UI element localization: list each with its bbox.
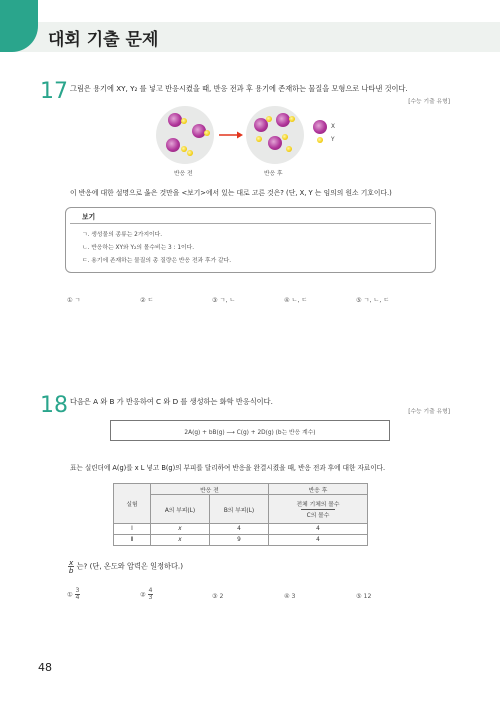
q18-choice-3[interactable] xyxy=(212,593,223,600)
y-atom xyxy=(187,150,193,156)
q18-choice-4-mark: ④ xyxy=(284,593,290,600)
q17-choice-4[interactable]: ④ ㄴ, ㄷ xyxy=(284,297,308,304)
bogi-item-1: ㄱ. 생성물의 종류는 2가지이다. xyxy=(82,232,163,238)
th-experiment: 실험 xyxy=(114,484,151,524)
q18-choice-2-mark: ② xyxy=(140,591,146,599)
equation-box xyxy=(110,420,390,441)
question-18-prompt: 표는 실린더에 A(g)를 x L 넣고 B(g)의 부피를 달리하여 반응을 완결시켰을 때, 반응 전과 후에 대한 자료이다. xyxy=(70,464,386,472)
th-mole-ratio-bottom: C의 몰수 xyxy=(301,509,336,519)
ask-fraction-numerator: x xyxy=(69,558,74,567)
y-atom xyxy=(266,116,272,122)
bogi-title: 보기 xyxy=(82,213,96,221)
y-atom xyxy=(282,134,288,140)
question-18-number: 18 xyxy=(40,393,68,418)
q18-choice-2-den: 3 xyxy=(148,594,153,602)
q17-choice-1[interactable]: ① ㄱ xyxy=(67,297,81,304)
reaction-equation: 2A(g) + bB(g) ⟶ C(g) + 2D(g) (b는 반응 계수) xyxy=(184,430,316,436)
ask-fraction-denominator: b xyxy=(68,566,74,576)
legend-y-label: Y xyxy=(331,137,335,143)
q18-choice-1-num: 3 xyxy=(75,587,80,594)
before-reaction-model xyxy=(156,106,214,164)
ask-text: 는? (단, 온도와 압력은 일정하다.) xyxy=(76,561,184,571)
cell-exp: Ⅰ xyxy=(114,524,151,535)
page-title: 대회 기출 문제 xyxy=(48,30,159,50)
th-before: 반응 전 xyxy=(151,484,269,495)
table-row xyxy=(114,524,368,535)
cell-ratio: 4 xyxy=(269,535,368,546)
ask-fraction xyxy=(68,559,74,574)
legend-y-icon xyxy=(317,137,323,143)
legend-x-icon xyxy=(313,120,327,134)
question-17-text: 그림은 용기에 XY, Y₂ 를 넣고 반응시켰을 때, 반응 전과 후 용기에 존재하는 물질을 모형으로 나타낸 것이다. xyxy=(70,84,408,93)
question-18-source: [수능 기출 유형] xyxy=(408,409,450,415)
th-mole-ratio-top: 전체 기체의 몰수 xyxy=(296,502,340,508)
legend-x-label: X xyxy=(331,124,335,130)
bogi-box xyxy=(65,207,436,273)
q18-choice-1-den: 4 xyxy=(75,594,80,602)
question-17-source: [수능 기출 유형] xyxy=(408,99,450,105)
after-label: 반응 후 xyxy=(264,171,283,177)
bogi-divider xyxy=(70,223,431,224)
q18-choice-1-fraction xyxy=(75,588,81,601)
data-table xyxy=(113,483,368,546)
th-b-volume: B의 부피(L) xyxy=(210,495,269,524)
y-atom xyxy=(286,146,292,152)
y-atom xyxy=(181,146,187,152)
bogi-item-2: ㄴ. 반응하는 XY와 Y₂의 몰수비는 3 : 1이다. xyxy=(82,245,195,251)
xy-molecule xyxy=(168,113,182,127)
y-atom xyxy=(204,130,210,136)
question-18-ask xyxy=(68,559,183,574)
th-a-volume: A의 부피(L) xyxy=(151,495,210,524)
xy-molecule xyxy=(166,138,180,152)
cell-ratio: 4 xyxy=(269,524,368,535)
reaction-arrow xyxy=(218,131,244,139)
q17-choice-5[interactable]: ⑤ ㄱ, ㄴ, ㄷ xyxy=(356,297,390,304)
question-18-text: 다음은 A 와 B 가 반응하여 C 와 D 를 생성하는 화학 반응식이다. xyxy=(70,397,273,406)
question-17-prompt: 이 반응에 대한 설명으로 옳은 것만을 <보기>에서 있는 대로 고른 것은? (단, X, Y 는 임의의 원소 기호이다.) xyxy=(70,189,392,197)
table-row xyxy=(114,535,368,546)
th-after: 반응 후 xyxy=(269,484,368,495)
y-atom xyxy=(181,118,187,124)
q18-choice-2-fraction xyxy=(148,588,154,601)
q18-choice-1-mark: ① xyxy=(67,591,73,599)
cell-b: 4 xyxy=(210,524,269,535)
q17-choice-3[interactable]: ③ ㄱ, ㄴ xyxy=(212,297,236,304)
page-number: 48 xyxy=(38,661,52,674)
q18-choice-2-num: 4 xyxy=(148,587,153,594)
cell-b: 9 xyxy=(210,535,269,546)
q18-choice-5[interactable] xyxy=(356,593,371,600)
y-atom xyxy=(256,136,262,142)
after-reaction-model xyxy=(246,106,304,164)
y-atom xyxy=(289,116,295,122)
cell-a: x xyxy=(151,524,210,535)
th-mole-ratio xyxy=(269,495,368,524)
before-label: 반응 전 xyxy=(174,171,193,177)
q18-choice-1[interactable] xyxy=(67,588,80,601)
cell-a: x xyxy=(151,535,210,546)
q18-choice-3-mark: ③ xyxy=(212,593,218,600)
q18-choice-5-mark: ⑤ xyxy=(356,593,362,600)
q18-choice-2[interactable] xyxy=(140,588,153,601)
q17-choice-2[interactable]: ② ㄷ xyxy=(140,297,154,304)
q18-choice-4[interactable] xyxy=(284,593,295,600)
bogi-item-3: ㄷ. 용기에 존재하는 물질의 총 질량은 반응 전과 후가 같다. xyxy=(82,258,232,264)
q18-choice-5-text: 12 xyxy=(363,593,372,600)
xy2-molecule xyxy=(276,113,290,127)
q18-choice-4-text: 3 xyxy=(291,593,296,600)
cell-exp: Ⅱ xyxy=(114,535,151,546)
xy2-molecule xyxy=(268,136,282,150)
question-17-number: 17 xyxy=(40,79,68,104)
q18-choice-3-text: 2 xyxy=(219,593,224,600)
